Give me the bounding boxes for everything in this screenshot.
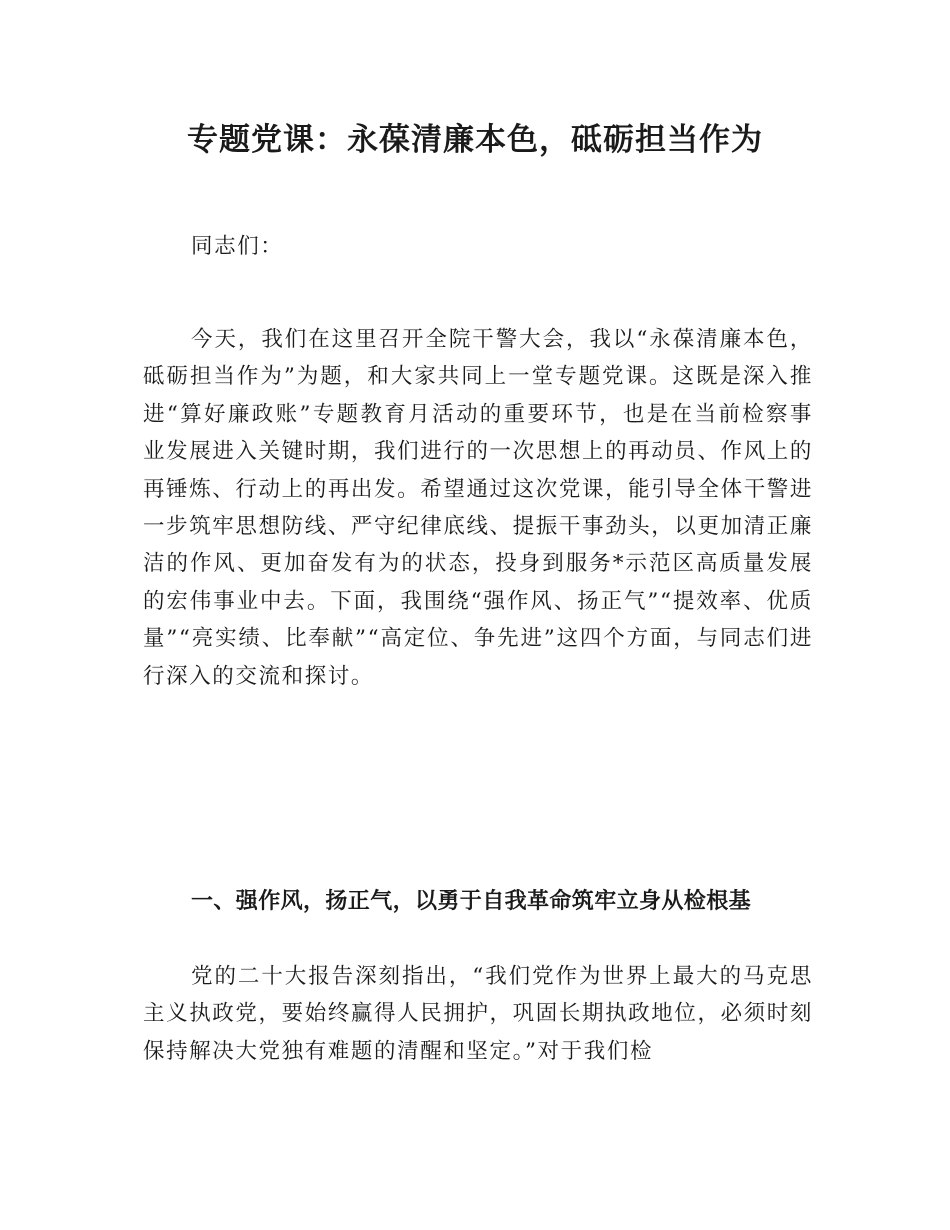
salutation: 同志们：	[191, 234, 284, 259]
document-title: 专题党课：永葆清廉本色，砥砺担当作为	[187, 122, 763, 158]
intro-paragraph: 今天，我们在这里召开全院干警大会，我以“永葆清廉本色，砥砺担当作为”为题，和大家共同上一堂专题党课。这既是深入推进“算好廉政账”专题教育月活动的重要环节，也是在当前检察事业发展进入关键时期，我们进行的一次思想上的再动员、作风上的再锤炼、行动上的再出发。希望通过这次党课，能引导全体干警进一步筑牢思想防线、严守纪律底线、提振干事劲头，以更加清正廉洁的作风、更加奋发有为的状态，投身到服务*示范区高质量发展的宏伟事业中去。下面，我围绕“强作风、扬正气”“提效率、优质量”“亮实绩、比奉献”“高定位、争先进”这四个方面，与同志们进行深入的交流和探讨。	[143, 327, 813, 689]
body-paragraph: 党的二十大报告深刻指出，“我们党作为世界上最大的马克思主义执政党，要始终赢得人民拥护，巩固长期执政地位，必须时刻保持解决大党独有难题的清醒和坚定。”对于我们检	[143, 964, 813, 1064]
section-heading: 一、强作风，扬正气，以勇于自我革命筑牢立身从检根基	[191, 889, 752, 914]
